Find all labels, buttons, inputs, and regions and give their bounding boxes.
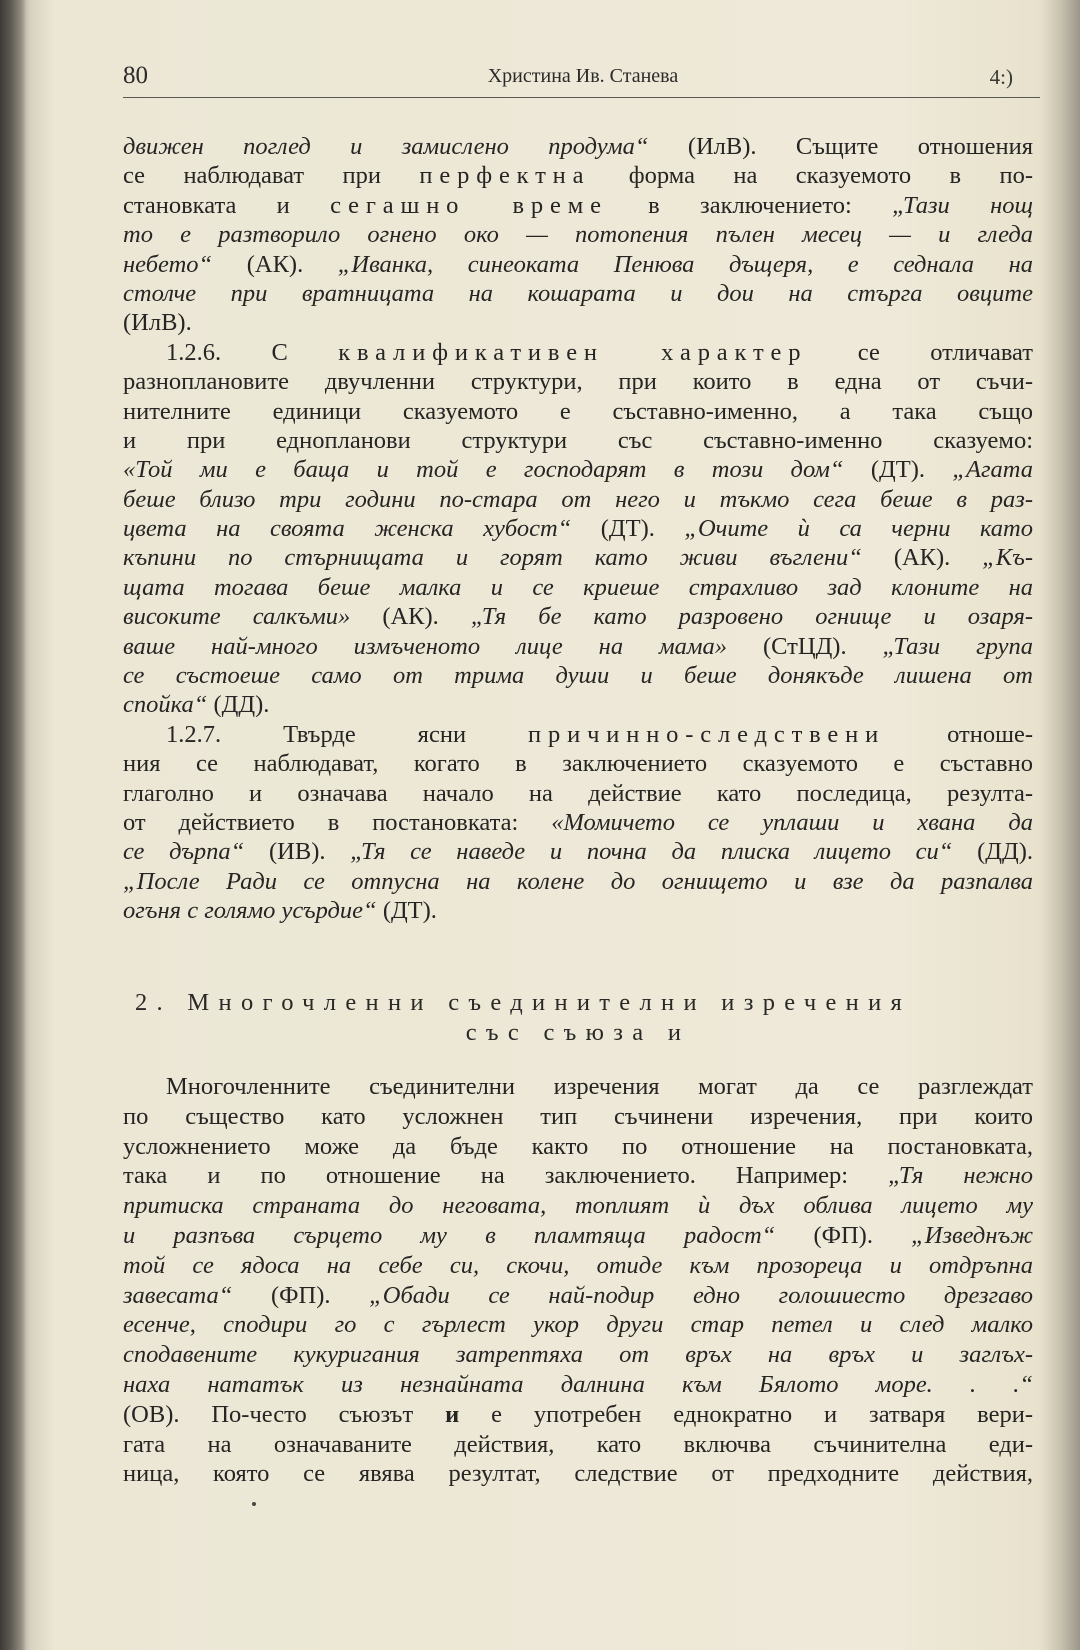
italic-quote: есенче, сподири го с гърлест укор други стар петел и след малко [123, 1311, 1033, 1339]
text-run: (ДД). [952, 838, 1033, 866]
text-line [123, 338, 1033, 367]
text-line [123, 1430, 1033, 1460]
italic-quote: беше близо три години по-стара от него и тъкмо сега беше в раз- [123, 485, 1033, 513]
text-line [123, 543, 1033, 572]
italic-quote: щата тогава беше малка и се криеше страхливо зад клоните на [123, 573, 1033, 601]
text-line [123, 808, 1033, 837]
text-line [123, 1310, 1033, 1340]
italic-quote: ваше най-много измъченото лице на мама» [123, 632, 728, 660]
body-text-section-1 [123, 132, 1033, 926]
text-line [123, 573, 1033, 602]
italic-quote: «Той ми е баща и той е господарят в този дом“ [123, 456, 844, 484]
page-stamp: 4:) [989, 65, 1013, 89]
text-line [123, 250, 1033, 279]
text-line [123, 1400, 1033, 1430]
text-run: ница, която се явява резултат, следствие от предходните действия, [123, 1460, 1033, 1488]
text-run: сегашно време [330, 191, 608, 219]
text-line [123, 867, 1033, 896]
italic-quote: небето“ [123, 250, 213, 278]
text-line [123, 161, 1033, 190]
text-run: (ФП). [775, 1221, 912, 1249]
italic-quote: „Тя се наведе и почна да плиска лицето си“ [350, 838, 953, 866]
text-run: глаголно и означава начало на действие като последица, резулта- [123, 779, 1033, 807]
text-run: форма на сказуемото в по- [590, 162, 1033, 190]
text-run: Многочленните съединителни изречения могат да се разглеждат [166, 1073, 1033, 1100]
text-line [123, 514, 1033, 543]
page-number: 80 [123, 62, 148, 89]
body-text-section-2 [123, 1072, 1033, 1489]
text-run: (ИлВ). Същите отношения [648, 133, 1033, 160]
text-line [123, 837, 1033, 866]
italic-quote: столче при вратницата на кошарата и дои на стърга овците [123, 279, 1033, 307]
text-run: (ОВ). По-често съюзът [123, 1400, 446, 1428]
section-heading-line-2: със съюза и [465, 1019, 691, 1046]
text-line [123, 1281, 1033, 1311]
text-run: (ИлВ). [123, 309, 192, 337]
text-run: (АК). [212, 250, 338, 278]
header-rule [123, 97, 1040, 98]
text-run: 1.2.7. Твърде ясни [166, 720, 529, 748]
text-line [123, 602, 1033, 631]
section-heading-line-1: 2. Многочленни съединителни изречения [135, 989, 912, 1016]
text-line [123, 1251, 1033, 1281]
text-line [123, 132, 1033, 161]
italic-quote: „Очите ѝ са черни като [684, 515, 1033, 543]
text-run: и при еднопланови структури със съставно-именно сказуемо: [123, 426, 1033, 454]
italic-quote: високите салкъми» [123, 603, 351, 631]
italic-quote: и разпъва сърцето му в пламтяща радост“ [123, 1221, 776, 1249]
text-run: (ИВ). [244, 838, 351, 866]
italic-quote: „Агата [952, 456, 1033, 484]
text-run: в заключението: [607, 191, 893, 219]
text-line [123, 720, 1033, 749]
text-run: (СтЦД). [727, 632, 883, 660]
running-head [123, 62, 1043, 96]
italic-quote: цвета на своята женска хубост“ [123, 515, 572, 543]
text-line [123, 455, 1033, 484]
section-heading [123, 988, 1033, 1048]
text-run: е употребен еднократно и затваря вери- [459, 1400, 1033, 1428]
text-line [123, 397, 1033, 426]
text-run: причинно-следствени [528, 720, 886, 748]
italic-quote: „После Ради се отпусна на колене до огнището и взе да разпалва [123, 867, 1033, 895]
italic-quote: „Тази група [882, 632, 1033, 660]
text-line [123, 1191, 1033, 1221]
text-line [123, 749, 1033, 778]
text-run: гата на означаваните действия, като включва съчинителна еди- [123, 1430, 1033, 1458]
text-run: по същество като усложнен тип съчинени изречения, при които [123, 1102, 1033, 1130]
text-line [123, 426, 1033, 455]
text-run: 1.2.6. С [166, 338, 339, 366]
italic-quote: наха нататък из незнайната далнина към Бялото море. . .“ [123, 1370, 1033, 1398]
text-run: (ДТ). [376, 897, 437, 925]
text-line [123, 1161, 1033, 1191]
italic-quote: „Изведнъж [911, 1221, 1033, 1249]
text-line [123, 661, 1033, 690]
text-run: (ФП). [232, 1281, 370, 1309]
text-line [123, 779, 1033, 808]
italic-quote: се дърпа“ [123, 838, 245, 866]
text-run: ния се наблюдават, когато в заключението сказуемото е съставно [123, 750, 1033, 778]
text-line [123, 1370, 1033, 1400]
text-line [123, 896, 1033, 925]
text-run: се отличават [807, 338, 1033, 366]
text-run: усложнението може да бъде както по отношение на постановката, [123, 1132, 1033, 1160]
text-line [123, 1221, 1033, 1251]
italic-quote: сподавените кукуригания затрептяха от връх на връх и заглъх- [123, 1341, 1033, 1369]
text-run: квалификативен характер [338, 338, 808, 366]
text-line [123, 485, 1033, 514]
text-run: (АК). [861, 544, 983, 572]
text-line [123, 690, 1033, 719]
text-run: отноше- [885, 720, 1033, 748]
italic-quote: той се ядоса на себе си, скочи, отиде към прозореца и отдръпна [123, 1251, 1033, 1279]
text-run: се наблюдават при [123, 162, 420, 190]
book-spine-shadow [0, 0, 26, 1650]
text-line [123, 1072, 1033, 1102]
text-run: становката и [123, 191, 331, 219]
italic-quote: „Тази нощ [892, 191, 1033, 219]
italic-quote: „Тя нежно [888, 1162, 1033, 1190]
italic-quote: движен поглед и замислено продума“ [123, 133, 649, 160]
text-run: (АК). [350, 603, 471, 631]
italic-quote: спойка“ [123, 691, 208, 719]
ink-speck [252, 1502, 256, 1506]
text-line [123, 191, 1033, 220]
text-run: от действието в постановката: [123, 808, 552, 836]
text-line [123, 1340, 1033, 1370]
text-line [123, 1102, 1033, 1132]
italic-quote: завесата“ [123, 1281, 233, 1309]
text-line [123, 1459, 1033, 1489]
text-run: и [445, 1400, 460, 1428]
italic-quote: се състоеше само от трима души и беше донякъде лишена от [123, 662, 1033, 690]
italic-quote: „Къ- [982, 544, 1033, 572]
text-line [123, 632, 1033, 661]
text-run: така и по отношение на заключението. Например: [123, 1162, 889, 1190]
text-line [123, 1132, 1033, 1162]
text-line [123, 220, 1033, 249]
italic-quote: то е разтворило огнено око — потопения пълен месец — и гледа [123, 221, 1033, 249]
italic-quote: огъня с голямо усърдие“ [123, 897, 377, 925]
running-head-author: Христина Ив. Станева [487, 65, 679, 87]
text-line [123, 367, 1033, 396]
text-run: нителните единици сказуемото е съставно-именно, а така също [123, 397, 1033, 425]
text-run: (ДТ). [843, 456, 953, 484]
text-run: разноплановите двучленни структури, при които в една от съчи- [123, 368, 1033, 396]
italic-quote: къпини по стърнищата и горят като живи въглени“ [123, 544, 862, 572]
italic-quote: „Обади се най-подир едно голошиесто дрезгаво [369, 1281, 1033, 1309]
text-line [123, 279, 1033, 308]
italic-quote: «Момичето се уплаши и хвана да [551, 808, 1033, 836]
italic-quote: „Тя бе като разровено огнище и озаря- [470, 603, 1033, 631]
text-run: перфектна [419, 162, 591, 190]
italic-quote: „Иванка, синеоката Пенюва дъщеря, е седнала на [337, 250, 1033, 278]
italic-quote: притиска страната до неговата, топлият ѝ дъх облива лицето му [123, 1192, 1033, 1220]
text-run: (ДТ). [571, 515, 685, 543]
text-run: (ДД). [207, 691, 270, 719]
text-line [123, 308, 1033, 337]
